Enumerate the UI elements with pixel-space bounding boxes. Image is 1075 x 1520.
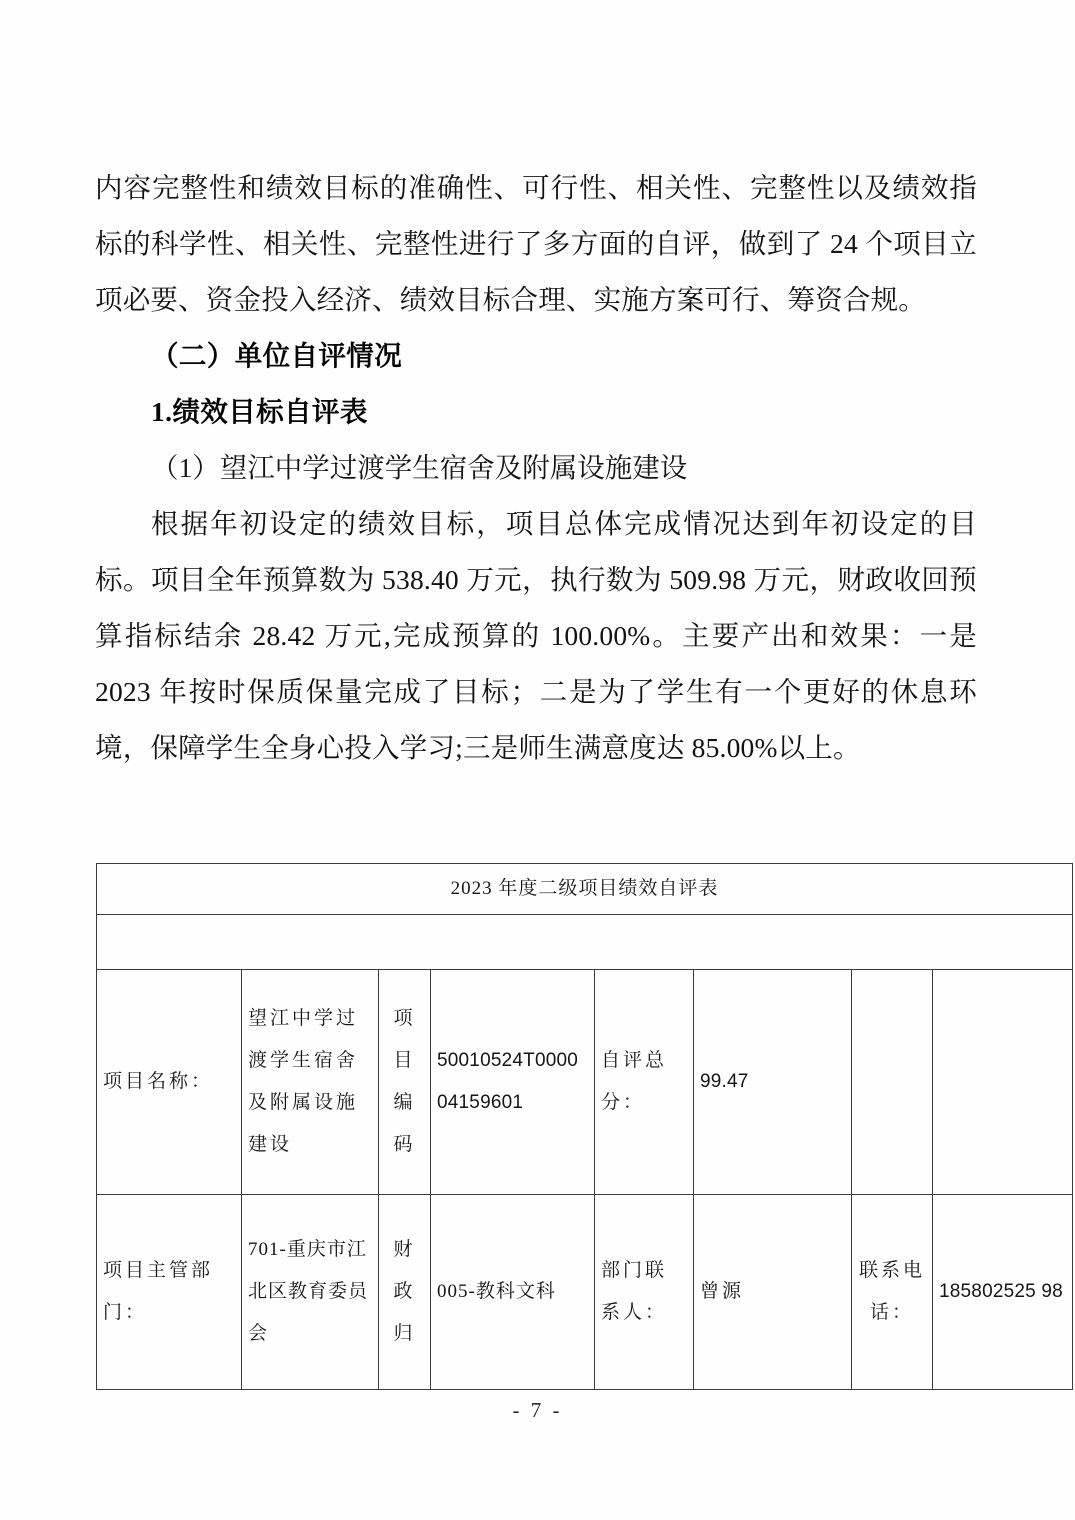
- cell-contact-phone-value: 185802525 98: [933, 1195, 1073, 1390]
- cell-row1-empty-value: [933, 970, 1073, 1195]
- cell-fiscal-category-value: 005-教科文科: [431, 1195, 595, 1390]
- cell-supervising-dept-label: 项目主管部门：: [97, 1195, 242, 1390]
- table-row: [97, 970, 1073, 1195]
- table-row: [97, 1195, 1073, 1390]
- heading-project-item-1: （1）望江中学过渡学生宿舍及附属设施建设: [151, 452, 688, 483]
- cell-fiscal-category-label: 财政归: [379, 1195, 431, 1390]
- table-spacer-row: [97, 915, 1073, 970]
- document-body: [95, 160, 977, 776]
- cell-contact-phone-label: 联系电话：: [852, 1195, 933, 1390]
- cell-dept-contact-value: 曾源: [694, 1195, 852, 1390]
- performance-table-container: [96, 863, 1063, 1390]
- paragraph-budget-summary: 根据年初设定的绩效目标，项目总体完成情况达到年初设定的目标。项目全年预算数为 538.40 万元，执行数为 509.98 万元，财政收回预算指标结余 28.42 万元,完成预算的 100.00%。主要产出和效果：一是 2023 年按时保质保量完成了目标；二是为了学生有一个更好的休息环境，保障学生全身心投入学习;三是师生满意度达 85.00%以上。: [95, 508, 977, 763]
- cell-self-score-value: 99.47: [694, 970, 852, 1195]
- paragraph-content-integrity: 内容完整性和绩效目标的准确性、可行性、相关性、完整性以及绩效指标的科学性、相关性、完整性进行了多方面的自评，做到了 24 个项目立项必要、资金投入经济、绩效目标合理、实施方案可行、筹资合规。: [95, 172, 977, 315]
- heading-unit-self-evaluation: （二）单位自评情况: [151, 340, 403, 371]
- cell-project-name-label: 项目名称：: [97, 970, 242, 1195]
- cell-supervising-dept-value: 701-重庆市江北区教育委员会: [242, 1195, 379, 1390]
- table-spacer-cell: [97, 915, 1073, 970]
- cell-dept-contact-label: 部门联系人：: [595, 1195, 694, 1390]
- cell-project-code-value: 50010524T000004159601: [431, 970, 595, 1195]
- cell-project-name-value: 望江中学过渡学生宿舍及附属设施建设: [242, 970, 379, 1195]
- performance-self-evaluation-table: [96, 863, 1073, 1390]
- table-title-row: [97, 864, 1073, 915]
- table-title: 2023 年度二级项目绩效自评表: [97, 864, 1073, 915]
- cell-self-score-label: 自评总分：: [595, 970, 694, 1195]
- cell-row1-empty-label: [852, 970, 933, 1195]
- page-number: - 7 -: [512, 1398, 563, 1422]
- heading-performance-target-table: 1.绩效目标自评表: [151, 396, 368, 427]
- cell-project-code-label: 项目编码: [379, 970, 431, 1195]
